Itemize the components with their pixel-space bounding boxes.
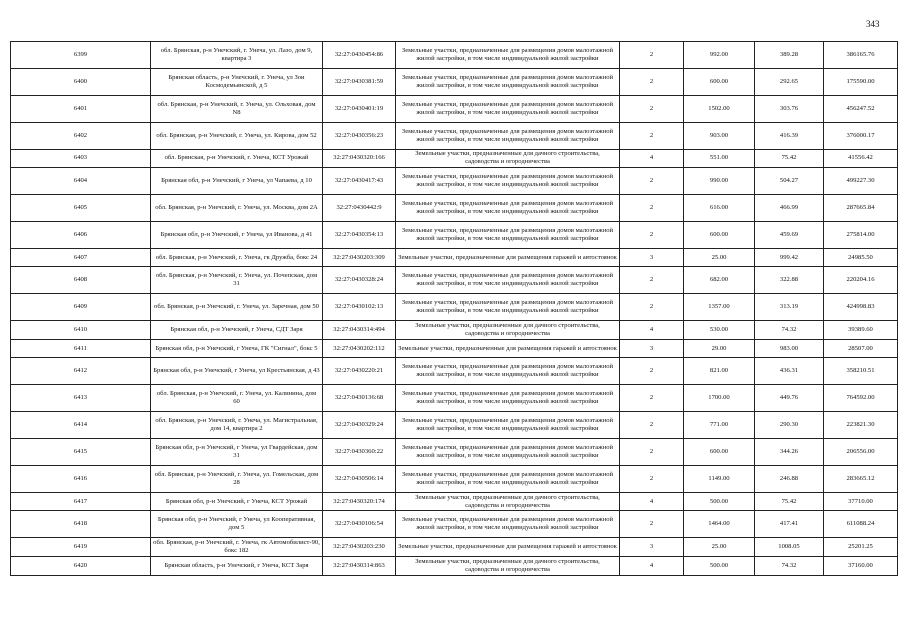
group-cell: 3 [620,339,684,358]
specific-value-cell: 74.32 [755,321,824,340]
specific-value-cell: 983.00 [755,339,824,358]
row-number-cell: 6414 [11,412,151,439]
row-number-cell: 6417 [11,492,151,511]
cadastral-value-cell: 499227.30 [824,168,898,195]
table-body [11,42,898,576]
table-row [11,385,898,412]
table-row [11,267,898,294]
cadastral-value-cell: 24985.50 [824,248,898,267]
cadastral-number-cell: 32:27:0430203:309 [323,248,396,267]
area-cell: 29.00 [684,339,755,358]
specific-value-cell: 416.39 [755,122,824,149]
row-number-cell: 6411 [11,339,151,358]
specific-value-cell: 417.41 [755,511,824,538]
table-row [11,248,898,267]
table-row [11,294,898,321]
cadastral-number-cell: 32:27:0430401:19 [323,95,396,122]
table-row [11,538,898,557]
address-cell: Брянская обл, р-н Унечский, г Унеча, ул Гвардейская, дом 31 [151,439,323,466]
cadastral-value-cell: 37160.00 [824,556,898,575]
specific-value-cell: 75.42 [755,492,824,511]
group-cell: 4 [620,149,684,168]
land-use-cell: Земельные участки, предназначенные для размещения домов малоэтажной жилой застройки, в том числе индивидуальной жилой застройки [396,122,620,149]
specific-value-cell: 1008.05 [755,538,824,557]
area-cell: 1357.00 [684,294,755,321]
row-number-cell: 6420 [11,556,151,575]
address-cell: обл. Брянская, р-н Унечский, г. Унеча, ул. Гомельская, дом 28 [151,465,323,492]
land-use-cell: Земельные участки, предназначенные для размещения гаражей и автостоянок [396,538,620,557]
cadastral-value-cell: 764592.00 [824,385,898,412]
group-cell: 4 [620,321,684,340]
area-cell: 500.00 [684,492,755,511]
cadastral-value-cell: 358210.51 [824,358,898,385]
area-cell: 600.00 [684,68,755,95]
cadastral-number-cell: 32:27:0430136:68 [323,385,396,412]
cadastral-value-cell: 611088.24 [824,511,898,538]
row-number-cell: 6412 [11,358,151,385]
row-number-cell: 6419 [11,538,151,557]
land-use-cell: Земельные участки, предназначенные для размещения домов малоэтажной жилой застройки, в том числе индивидуальной жилой застройки [396,42,620,69]
land-use-cell: Земельные участки, предназначенные для дачного строительства, садоводства и огородничества [396,149,620,168]
area-cell: 1700.00 [684,385,755,412]
row-number-cell: 6399 [11,42,151,69]
cadastral-number-cell: 32:27:0430356:23 [323,122,396,149]
land-use-cell: Земельные участки, предназначенные для дачного строительства, садоводства и огородничества [396,492,620,511]
cadastral-number-cell: 32:27:0430381:59 [323,68,396,95]
table-row [11,42,898,69]
cadastral-number-cell: 32:27:0430454:86 [323,42,396,69]
land-use-cell: Земельные участки, предназначенные для размещения домов малоэтажной жилой застройки, в том числе индивидуальной жилой застройки [396,95,620,122]
cadastral-number-cell: 32:27:0430360:22 [323,439,396,466]
address-cell: обл. Брянская, р-н Унечский, г. Унеча, ул. Москва, дом 2А [151,195,323,222]
address-cell: Брянская область, р-н Унечский, г. Унеча, ул Зои Космодемьянской, д 5 [151,68,323,95]
area-cell: 600.00 [684,221,755,248]
specific-value-cell: 504.27 [755,168,824,195]
group-cell: 3 [620,538,684,557]
address-cell: Брянская обл, р-н Унечский, г Унеча, ул Крестьянская, д 43 [151,358,323,385]
group-cell: 2 [620,385,684,412]
cadastral-value-cell: 376000.17 [824,122,898,149]
table-row [11,321,898,340]
cadastral-value-cell: 424998.83 [824,294,898,321]
cadastral-number-cell: 32:27:0430320:166 [323,149,396,168]
group-cell: 2 [620,68,684,95]
specific-value-cell: 449.76 [755,385,824,412]
cadastral-number-cell: 32:27:0430320:174 [323,492,396,511]
land-use-cell: Земельные участки, предназначенные для размещения домов малоэтажной жилой застройки, в том числе индивидуальной жилой застройки [396,412,620,439]
row-number-cell: 6408 [11,267,151,294]
cadastral-number-cell: 32:27:0430506:14 [323,465,396,492]
group-cell: 2 [620,267,684,294]
table-row [11,465,898,492]
row-number-cell: 6401 [11,95,151,122]
cadastral-number-cell: 32:27:0430314:863 [323,556,396,575]
table-row [11,149,898,168]
cadastral-value-cell: 39389.60 [824,321,898,340]
specific-value-cell: 344.26 [755,439,824,466]
cadastral-value-cell: 206556.00 [824,439,898,466]
cadastral-value-cell: 25201.25 [824,538,898,557]
land-use-cell: Земельные участки, предназначенные для размещения гаражей и автостоянок [396,339,620,358]
land-use-cell: Земельные участки, предназначенные для размещения домов малоэтажной жилой застройки, в том числе индивидуальной жилой застройки [396,511,620,538]
cadastral-number-cell: 32:27:0430442:9 [323,195,396,222]
cadastral-value-cell: 41556.42 [824,149,898,168]
area-cell: 990.00 [684,168,755,195]
specific-value-cell: 999.42 [755,248,824,267]
area-cell: 992.00 [684,42,755,69]
specific-value-cell: 290.30 [755,412,824,439]
cadastral-number-cell: 32:27:0430329:24 [323,412,396,439]
land-use-cell: Земельные участки, предназначенные для дачного строительства, садоводства и огородничества [396,556,620,575]
cadastral-value-cell: 283665.12 [824,465,898,492]
land-use-cell: Земельные участки, предназначенные для размещения домов малоэтажной жилой застройки, в том числе индивидуальной жилой застройки [396,294,620,321]
area-cell: 500.00 [684,556,755,575]
table-row [11,492,898,511]
land-use-cell: Земельные участки, предназначенные для размещения домов малоэтажной жилой застройки, в том числе индивидуальной жилой застройки [396,68,620,95]
address-cell: Брянская обл, р-н Унечский, г Унеча, ул Иванова, д 41 [151,221,323,248]
group-cell: 2 [620,168,684,195]
area-cell: 600.00 [684,439,755,466]
table-row [11,122,898,149]
specific-value-cell: 459.69 [755,221,824,248]
address-cell: Брянская обл, р-н Унечский, г Унеча, ул Чапаева, д 10 [151,168,323,195]
table-row [11,511,898,538]
cadastral-number-cell: 32:27:0430328:24 [323,267,396,294]
address-cell: обл. Брянская, р-н Унечский, г. Унеча, ул. Заречная, дом 50 [151,294,323,321]
specific-value-cell: 292.65 [755,68,824,95]
cadastral-number-cell: 32:27:0430106:54 [323,511,396,538]
row-number-cell: 6402 [11,122,151,149]
address-cell: Брянская обл, р-н Унечский, г Унеча, ул Кооперативная, дом 5 [151,511,323,538]
cadastral-value-cell: 223821.30 [824,412,898,439]
row-number-cell: 6400 [11,68,151,95]
land-parcels-table [10,41,898,576]
specific-value-cell: 246.88 [755,465,824,492]
land-use-cell: Земельные участки, предназначенные для дачного строительства, садоводства и огородничества [396,321,620,340]
group-cell: 4 [620,556,684,575]
specific-value-cell: 313.19 [755,294,824,321]
group-cell: 2 [620,122,684,149]
cadastral-number-cell: 32:27:0430417:43 [323,168,396,195]
cadastral-value-cell: 275814.00 [824,221,898,248]
cadastral-number-cell: 32:27:0430314:494 [323,321,396,340]
address-cell: Брянская обл, р-н Унечский, г Унеча, СДТ Заря [151,321,323,340]
area-cell: 25.00 [684,538,755,557]
area-cell: 771.00 [684,412,755,439]
area-cell: 1464.00 [684,511,755,538]
group-cell: 4 [620,492,684,511]
table-row [11,556,898,575]
cadastral-value-cell: 37710.00 [824,492,898,511]
area-cell: 1502.00 [684,95,755,122]
area-cell: 821.00 [684,358,755,385]
area-cell: 682.00 [684,267,755,294]
address-cell: обл. Брянская, р-н Унечский, г. Унеча, гк Дружба, бокс 24 [151,248,323,267]
table-row [11,339,898,358]
area-cell: 903.00 [684,122,755,149]
row-number-cell: 6407 [11,248,151,267]
specific-value-cell: 322.88 [755,267,824,294]
specific-value-cell: 389.28 [755,42,824,69]
row-number-cell: 6415 [11,439,151,466]
table-row [11,439,898,466]
cadastral-number-cell: 32:27:0430354:13 [323,221,396,248]
row-number-cell: 6405 [11,195,151,222]
address-cell: обл. Брянская, р-н Унечский, г. Унеча, КСТ Урожай [151,149,323,168]
address-cell: обл. Брянская, р-н Унечский, г. Унеча, ул. Ольховая, дом N8 [151,95,323,122]
address-cell: обл. Брянская, р-н Унечский, г. Унеча, ул. Кирова, дом 52 [151,122,323,149]
specific-value-cell: 436.31 [755,358,824,385]
land-use-cell: Земельные участки, предназначенные для размещения гаражей и автостоянок [396,248,620,267]
specific-value-cell: 75.42 [755,149,824,168]
group-cell: 2 [620,42,684,69]
row-number-cell: 6409 [11,294,151,321]
group-cell: 2 [620,221,684,248]
area-cell: 551.00 [684,149,755,168]
land-use-cell: Земельные участки, предназначенные для размещения домов малоэтажной жилой застройки, в том числе индивидуальной жилой застройки [396,168,620,195]
cadastral-value-cell: 28507.00 [824,339,898,358]
table-row [11,195,898,222]
table-row [11,221,898,248]
group-cell: 3 [620,248,684,267]
row-number-cell: 6406 [11,221,151,248]
address-cell: обл. Брянская, р-н Унечский, г. Унеча, ул. Магистральная, дом 14, квартира 2 [151,412,323,439]
group-cell: 2 [620,195,684,222]
area-cell: 616.00 [684,195,755,222]
area-cell: 25.00 [684,248,755,267]
table-row [11,358,898,385]
land-use-cell: Земельные участки, предназначенные для размещения домов малоэтажной жилой застройки, в том числе индивидуальной жилой застройки [396,439,620,466]
group-cell: 2 [620,294,684,321]
area-cell: 530.00 [684,321,755,340]
row-number-cell: 6418 [11,511,151,538]
specific-value-cell: 74.32 [755,556,824,575]
cadastral-value-cell: 456247.52 [824,95,898,122]
land-use-cell: Земельные участки, предназначенные для размещения домов малоэтажной жилой застройки, в том числе индивидуальной жилой застройки [396,358,620,385]
group-cell: 2 [620,95,684,122]
table-row [11,168,898,195]
row-number-cell: 6413 [11,385,151,412]
address-cell: Брянская область, р-н Унечский, г Унеча, КСТ Заря [151,556,323,575]
table-row [11,95,898,122]
group-cell: 2 [620,465,684,492]
cadastral-value-cell: 175590.00 [824,68,898,95]
cadastral-number-cell: 32:27:0430102:13 [323,294,396,321]
group-cell: 2 [620,439,684,466]
cadastral-number-cell: 32:27:0430220:21 [323,358,396,385]
area-cell: 1149.00 [684,465,755,492]
land-use-cell: Земельные участки, предназначенные для размещения домов малоэтажной жилой застройки, в том числе индивидуальной жилой застройки [396,221,620,248]
cadastral-number-cell: 32:27:0430202:112 [323,339,396,358]
group-cell: 2 [620,511,684,538]
table-row [11,412,898,439]
row-number-cell: 6403 [11,149,151,168]
specific-value-cell: 303.76 [755,95,824,122]
row-number-cell: 6410 [11,321,151,340]
group-cell: 2 [620,358,684,385]
page-number: 343 [866,19,880,29]
address-cell: Брянская обл, р-н Унечский, г Унеча, ГК "Сигнал", бокс 5 [151,339,323,358]
address-cell: обл. Брянская, р-н Унечский, г. Унеча, ул. Почепская, дом 31 [151,267,323,294]
cadastral-value-cell: 220204.16 [824,267,898,294]
land-use-cell: Земельные участки, предназначенные для размещения домов малоэтажной жилой застройки, в том числе индивидуальной жилой застройки [396,465,620,492]
address-cell: обл. Брянская, р-н Унечский, г. Унеча, ул. Лазо, дом 9, квартира 3 [151,42,323,69]
cadastral-value-cell: 287665.84 [824,195,898,222]
address-cell: обл. Брянская, р-н Унечский, г. Унеча, ул. Калинина, дом 60 [151,385,323,412]
cadastral-number-cell: 32:27:0430203:230 [323,538,396,557]
land-use-cell: Земельные участки, предназначенные для размещения домов малоэтажной жилой застройки, в том числе индивидуальной жилой застройки [396,385,620,412]
address-cell: Брянская обл, р-н Унечский, г Унеча, КСТ Урожай [151,492,323,511]
row-number-cell: 6404 [11,168,151,195]
specific-value-cell: 466.99 [755,195,824,222]
group-cell: 2 [620,412,684,439]
land-use-cell: Земельные участки, предназначенные для размещения домов малоэтажной жилой застройки, в том числе индивидуальной жилой застройки [396,267,620,294]
table-row [11,68,898,95]
row-number-cell: 6416 [11,465,151,492]
land-use-cell: Земельные участки, предназначенные для размещения домов малоэтажной жилой застройки, в том числе индивидуальной жилой застройки [396,195,620,222]
cadastral-value-cell: 386165.76 [824,42,898,69]
address-cell: обл. Брянская, р-н Унечский, г. Унеча, гк Автомобилист-90, бокс 182 [151,538,323,557]
